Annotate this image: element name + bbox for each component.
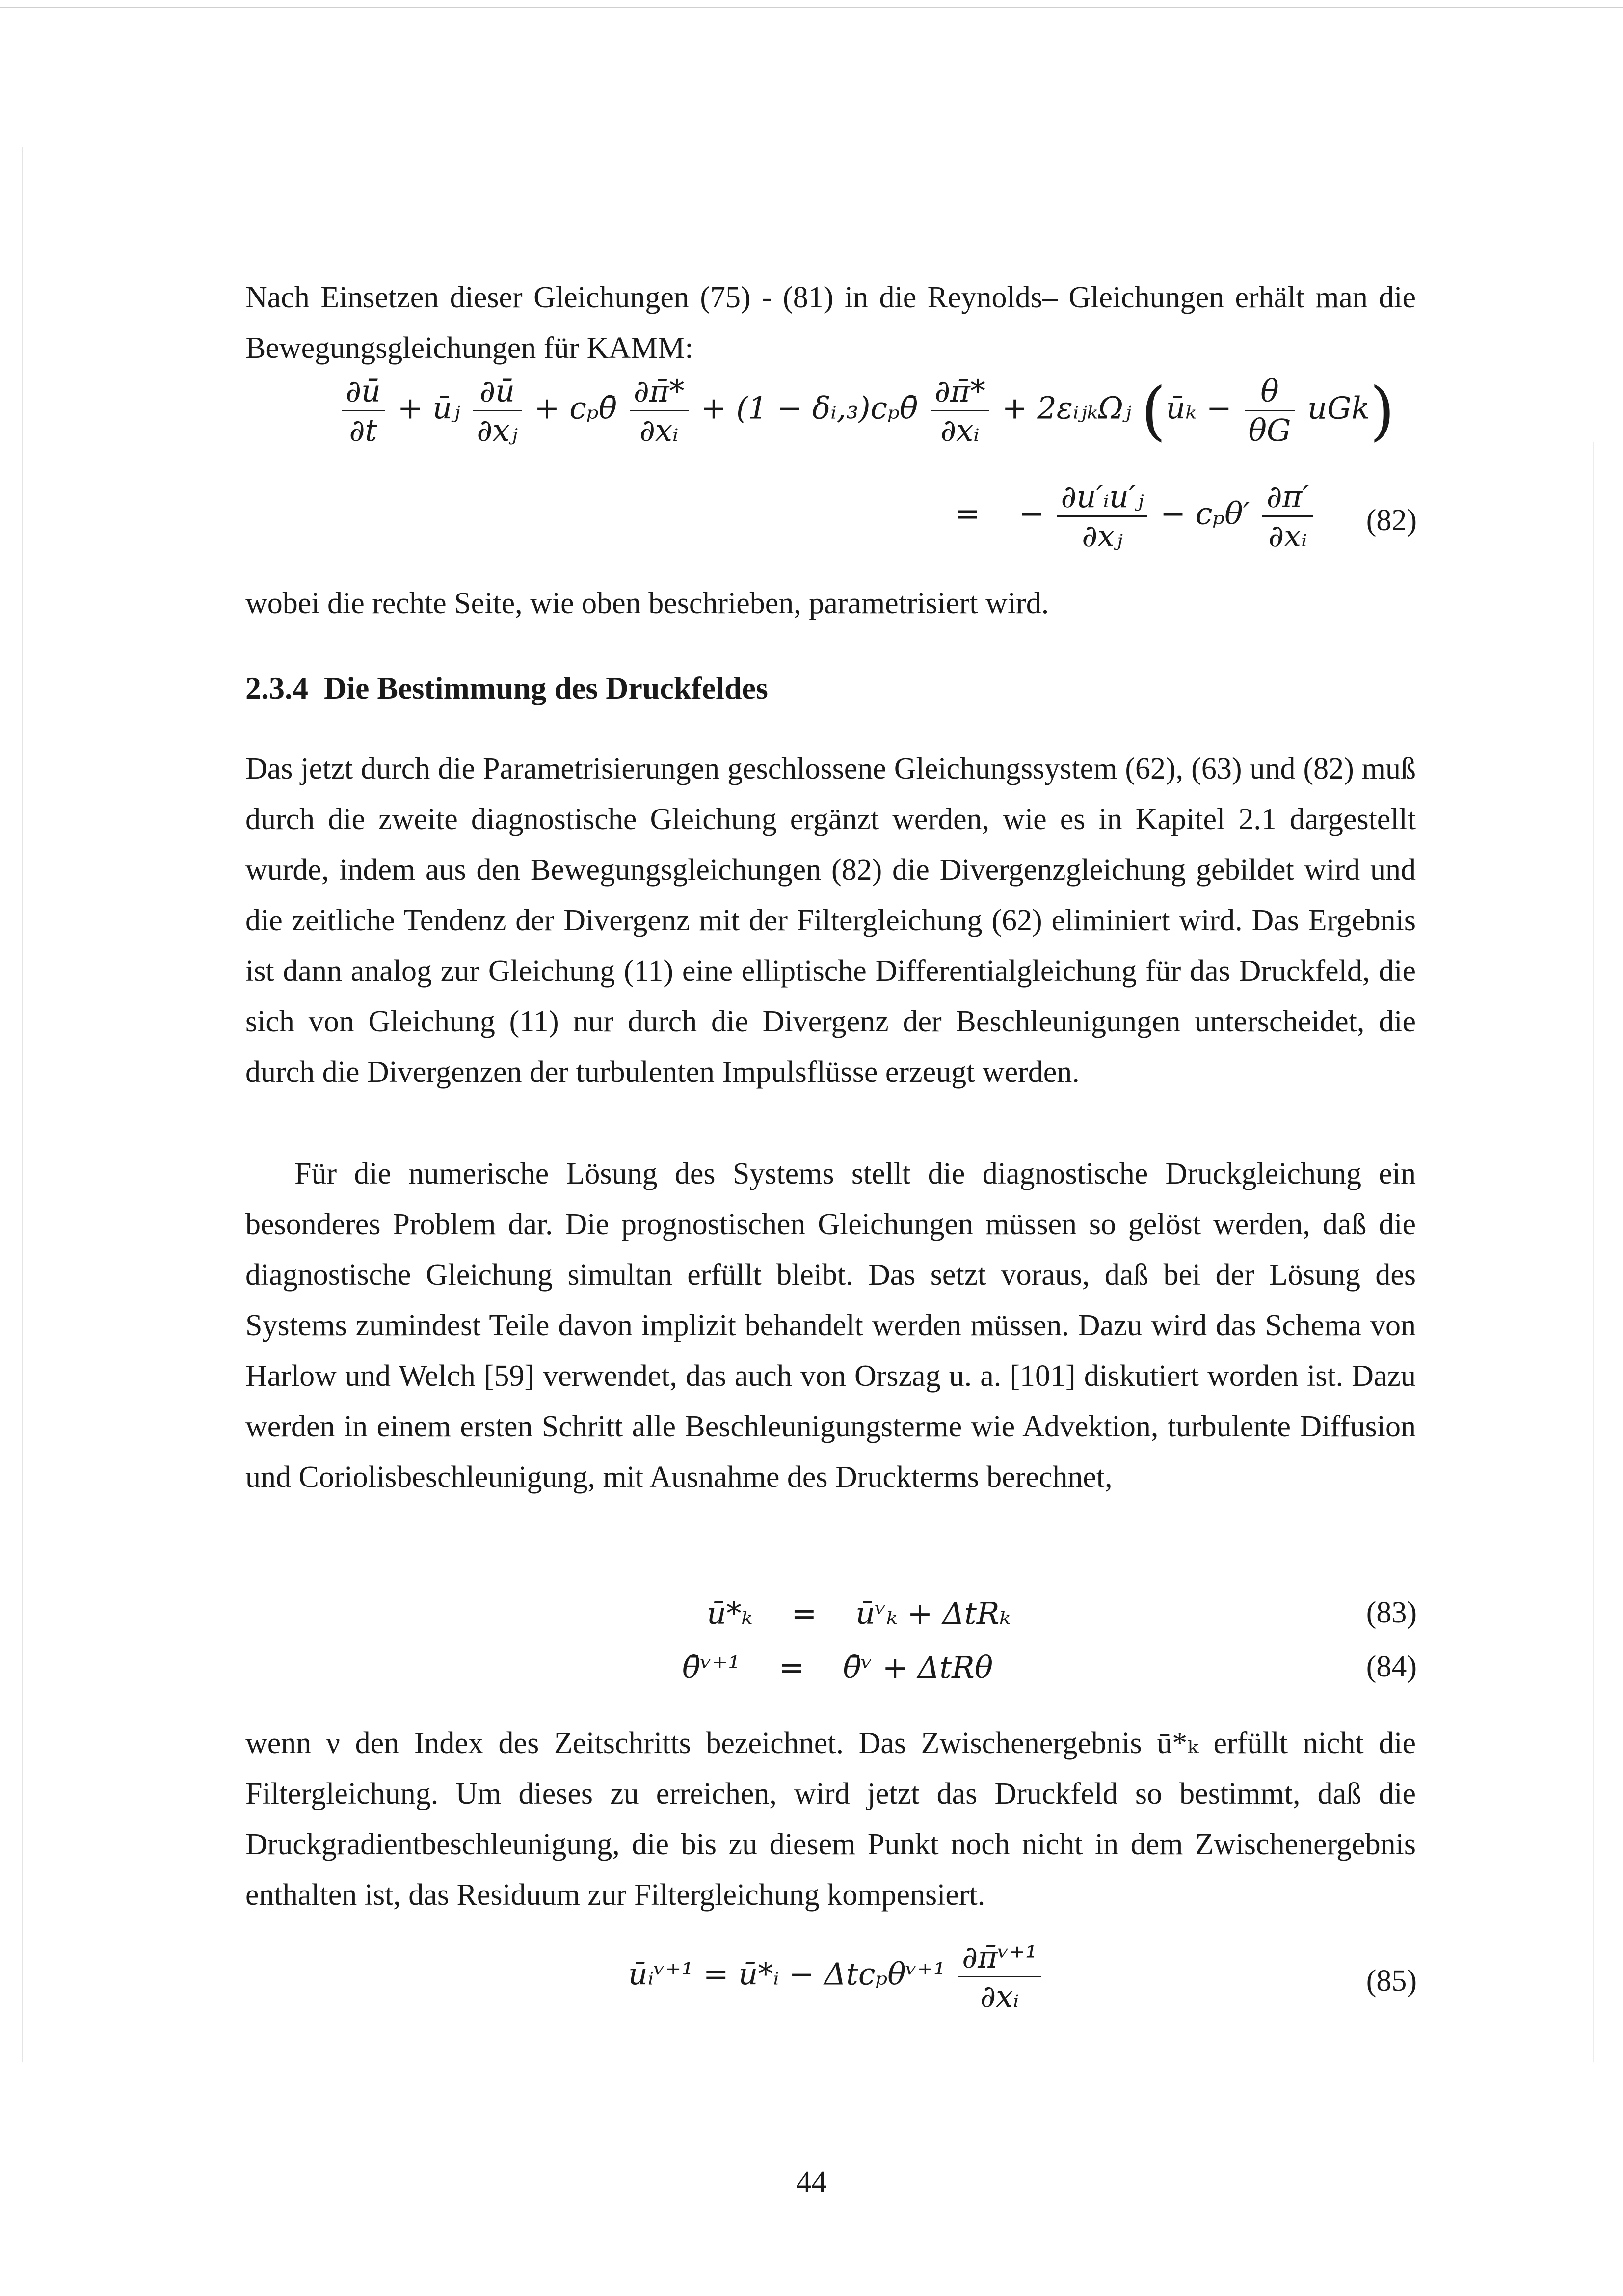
frac-pressure-h: $\frac{\partial\pī*}{\text{∂xᵢ}}$	[931, 373, 989, 448]
frac-pressure-prime: $\frac{\partial\pi'}{\text{∂xᵢ}}$	[1262, 479, 1313, 554]
paragraph-3-block	[245, 1718, 1416, 1920]
paragraph-1: Das jetzt durch die Parametrisierungen geschlossene Gleichungssystem (62), (63) und (82) muß durch die zweite diagnostische Gleichung ergänzt werden, wie es in Kapitel 2.1 dargestellt wurde, indem aus den Bewegungsgleichungen (82) die Divergenzgleichung gebildet wird und die zeitliche Tendenz der Divergenz mit der Filtergleichung (62) eliminiert wird. Das Ergebnis ist dann analog zur Gleichung (11) eine elliptische Differentialgleichung für das Druckfeld, die sich von Gleichung (11) nur durch die Divergenz der Beschleunigungen unterscheidet, die durch die Divergenzen der turbulenten Impulsflüsse erzeugt werden.	[245, 752, 1416, 1089]
paragraph-2-block	[245, 1149, 1416, 1503]
paragraph-2: Für die numerische Lösung des Systems stellt die diagnostische Druckgleichung ein besonderes Problem dar. Die prognostischen Gleichungen müssen so gelöst werden, daß die diagnostische Gleichung simultan erfüllt bleibt. Das setzt voraus, daß bei der Lösung des Systems zumindest Teile davon implizit behandelt werden müssen. Dazu wird das Schema von Harlow und Welch [59] verwendet, das auch von Orszag u. a. [101] diskutiert worden ist. Dazu werden in einem ersten Schritt alle Beschleunigungsterme wie Advektion, turbulente Diffusion und Coriolisbeschleunigung, mit Ausnahme des Druckterms berechnet,	[245, 1157, 1416, 1494]
equation-82-line1: $\frac{\partial ū}{\partial t}$ + ūⱼ $\frac{\partial ū}{\text{∂xⱼ}}$ + cₚθ̄ $\frac{\partial\pī*}{\text{∂xᵢ}}$ + (1 − δᵢ,₃)cₚθ̄ $\frac{\partial\pī*}{\text{∂xᵢ}}$ + 2εᵢⱼₖΩⱼ (ūₖ − $\frac{\theta}{\theta G}$ uGk)	[339, 373, 1395, 448]
equation-82-number: (82)	[1366, 504, 1417, 537]
frac-theta: $\frac{\theta}{\theta G}$	[1245, 373, 1295, 448]
scan-artifact-left	[22, 147, 23, 2062]
after-82-paragraph: wobei die rechte Seite, wie oben beschrieben, parametrisiert wird.	[245, 587, 1049, 620]
equation-85-number: (85)	[1366, 1964, 1417, 1998]
paragraph-3: wenn ν den Index des Zeitschritts bezeichnet. Das Zwischenergebnis ū*ₖ erfüllt nicht die Filtergleichung. Um dieses zu erreichen, wird jetzt das Druckfeld so bestimmt, daß die Druckgradientbeschleunigung, die bis zu diesem Punkt noch nicht in dem Zwischenergebnis enthalten ist, das Residuum zur Filtergleichung kompensiert.	[245, 1727, 1416, 1912]
intro-paragraph: Nach Einsetzen dieser Gleichungen (75) - (81) in die Reynolds– Gleichungen erhält man die Bewegungsgleichungen für KAMM:	[245, 281, 1416, 365]
frac-advection: $\frac{\partial ū}{\text{∂xⱼ}}$	[473, 373, 521, 448]
equation-83: ū*ₖ = ūᵛₖ + ΔtRₖ	[707, 1595, 1011, 1631]
scan-artifact-right	[1593, 442, 1594, 2062]
page-number: 44	[796, 2165, 827, 2199]
frac-dudt: $\frac{\partial ū}{\partial t}$	[342, 373, 385, 448]
paragraph-1-block	[245, 744, 1416, 1098]
frac-flux: $\frac{\text{∂u′ᵢu′ⱼ}}{\text{∂xⱼ}}$	[1057, 479, 1147, 554]
equation-85: ūᵢᵛ⁺¹ = ū*ᵢ − Δtcₚθᵛ⁺¹ $\frac{\text{∂π̄ᵛ⁺¹}}{\text{∂xᵢ}}$	[628, 1939, 1044, 2014]
frac-pressure-d: $\frac{\partial\pī*}{\text{∂xᵢ}}$	[630, 373, 689, 448]
equation-82-line2: = − $\frac{\text{∂u′ᵢu′ⱼ}}{\text{∂xⱼ}}$ − cₚθ′ $\frac{\partial\pi'}{\text{∂xᵢ}}$	[955, 479, 1316, 554]
equation-83-number: (83)	[1366, 1596, 1417, 1629]
equation-84-number: (84)	[1366, 1650, 1417, 1683]
section-number: 2.3.4	[245, 671, 308, 705]
scan-artifact-top	[0, 7, 1623, 8]
frac-pressure-next: $\frac{\text{∂π̄ᵛ⁺¹}}{\text{∂xᵢ}}$	[958, 1939, 1041, 2014]
section-title: Die Bestimmung des Druckfeldes	[324, 671, 768, 705]
after-82-block	[245, 578, 1416, 629]
intro-block	[245, 272, 1416, 374]
section-heading	[245, 670, 768, 706]
equation-84: θ̄ᵛ⁺¹ = θ̄ᵛ + ΔtRθ	[682, 1649, 993, 1685]
